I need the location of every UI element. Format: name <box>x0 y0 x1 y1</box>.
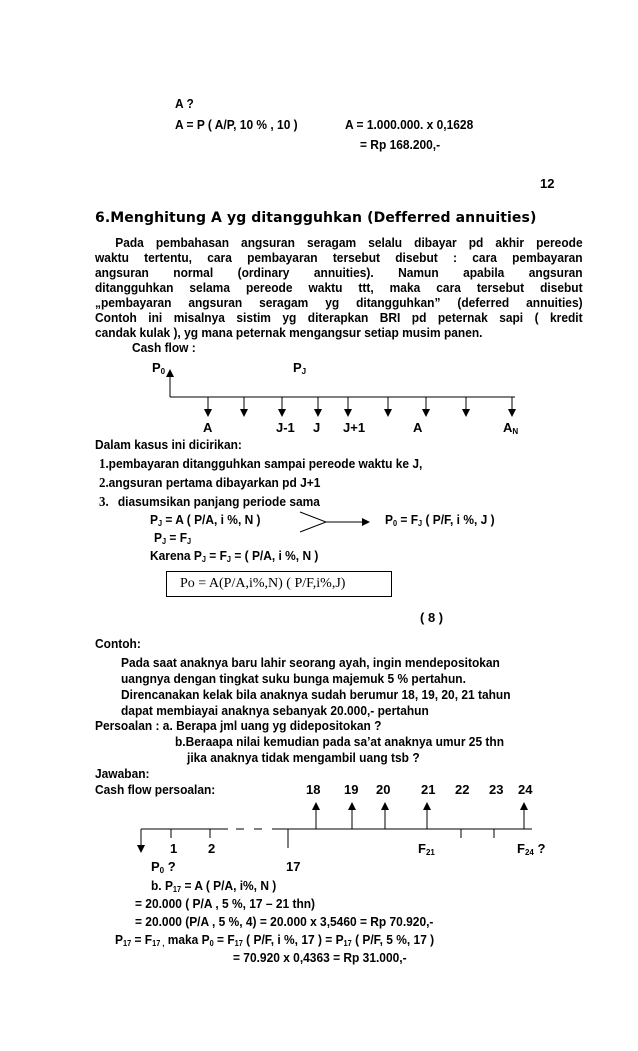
para-line: angsuran normal (ordinary annuities). Namun apabila angsuran <box>95 265 583 280</box>
formula-chevron <box>300 512 326 532</box>
diagram2-p0-label: $P_0$ ? <box>151 859 176 875</box>
boxed-formula: Po = A(P/A,i%,N) ( P/F,i%,J) <box>180 576 346 591</box>
jawaban-label: Jawaban: <box>95 766 150 781</box>
case-item-3: 3. diasumsikan panjang periode sama <box>99 494 320 510</box>
diagram2-f21-label: $F_{21}$ <box>418 841 435 857</box>
solution-line-2: = 20.000 ( P/A , 5 %, 17 – 21 thn) <box>135 896 316 911</box>
persoalan-b: b.Beraapa nilai kemudian pada sa’at anaknya umur 25 thn <box>175 734 505 749</box>
diagram1-pj-label: $P_J$ <box>293 360 307 376</box>
diagram1-p0-label: $P_0$ <box>152 360 166 376</box>
solution-line-5: = 70.920 x 0,4363 = Rp 31.000,- <box>233 950 407 965</box>
para-line: Pada pembahasan angsuran seragam selalu dibayar pd akhir pereode <box>115 235 583 250</box>
solution-line-1: b. $P_{17} = A$ ( P/A, i%, N ) <box>151 878 277 894</box>
diagram1-jp1-label: J+1 <box>343 420 366 435</box>
diagram2-label-23: 23 <box>489 782 504 797</box>
case-item-1: 1.pembayaran ditangguhkan sampai pereode waktu ke J, <box>99 456 423 472</box>
diagram2-label-22: 22 <box>455 782 470 797</box>
persoalan-a: Persoalan : a. Berapa jml uang yg didepositokan ? <box>95 718 382 733</box>
diagram1-an-label: $A_N$ <box>503 420 519 436</box>
diagram2-label-17: 17 <box>286 859 301 874</box>
solution-line-3: = 20.000 (P/A , 5 %, 4) = 20.000 x 3,5460 = Rp 70.920,- <box>135 914 434 929</box>
diagram2-label-20: 20 <box>376 782 391 797</box>
diagram1-a1-label: A <box>203 420 213 435</box>
diagram2-label-21: 21 <box>421 782 436 797</box>
diagram1-j1-label: J-1 <box>276 420 295 435</box>
para-line: candak kulak ), yg mana peternak mengangsur setiap musim panen. <box>95 325 483 340</box>
top-result: = Rp 168.200,- <box>360 137 441 152</box>
para-line: Contoh ini misalnya sistim yg diterapkan BRI pd peternak sapi ( kredit <box>95 310 583 325</box>
para-line: waktu tertentu, cara pembayaran tersebut disebut : cara pembayaran <box>95 250 583 265</box>
equation-number: ( 8 ) <box>420 610 444 625</box>
example-line: Pada saat anaknya baru lahir seorang ayah, ingin mendepositokan <box>121 655 500 670</box>
formula-pj-fj: $P_J = F_J$ <box>154 530 192 546</box>
case-title: Dalam kasus ini dicirikan: <box>95 437 242 452</box>
diagram2-label-1: 1 <box>170 841 178 856</box>
diagram2-label-18: 18 <box>306 782 321 797</box>
page-number: 12 <box>540 176 555 191</box>
para-line: ditangguhkan selama pereode waktu ttt, maka cara tersebut disebut <box>95 280 583 295</box>
example-line: uangnya dengan tingkat suku bunga majemuk 5 % pertahun. <box>121 671 466 686</box>
cashflow-persoalan-label: Cash flow persoalan: <box>95 782 216 797</box>
diagram2-label-19: 19 <box>344 782 359 797</box>
top-line-a: A ? <box>175 96 194 111</box>
top-formula: A = P ( A/P, 10 % , 10 ) <box>175 117 298 132</box>
top-calc: A = 1.000.000. x 0,1628 <box>345 117 474 132</box>
cashflow-label: Cash flow : <box>132 340 196 355</box>
diagram1-lines <box>170 373 515 413</box>
persoalan-b-cont: jika anaknya tidak mengambil uang tsb ? <box>187 750 420 765</box>
section-title: 6.Menghitung A yg ditangguhkan (Defferred annuities) <box>95 210 537 226</box>
example-line: Direncanakan kelak bila anaknya sudah berumur 18, 19, 20, 21 tahun <box>121 687 511 702</box>
example-title: Contoh: <box>95 636 141 651</box>
diagram2-f24-label: $F_{24}$ ? <box>517 841 546 857</box>
example-line: dapat membiayai anaknya sebanyak 20.000,- pertahun <box>121 703 429 718</box>
para-line: „pembayaran angsuran seragam yg ditangguhkan” (deferred annuities) <box>95 295 583 310</box>
formula-karena: Karena $P_J = F_J$ = ( P/A, i %, N ) <box>150 548 319 564</box>
diagram1-j-label: J <box>313 420 321 435</box>
solution-line-4: $P_{17} = F_{17 ,}$ maka $P_0 = F_{17}$ ( P/F, i %, 17 ) = $P_{17}$ ( P/F, 5 %, 17 ) <box>115 932 435 948</box>
formula-p0-pf: $P_0 = F_J$ ( P/F, i %, J ) <box>385 512 495 528</box>
diagram2-lines <box>141 806 532 849</box>
case-item-2: 2.angsuran pertama dibayarkan pd J+1 <box>99 475 321 491</box>
diagram2-label-2: 2 <box>208 841 216 856</box>
formula-pj-pa: $P_J = A$ ( P/A, i %, N ) <box>150 512 261 528</box>
diagram2-label-24: 24 <box>518 782 533 797</box>
diagram1-a2-label: A <box>413 420 423 435</box>
